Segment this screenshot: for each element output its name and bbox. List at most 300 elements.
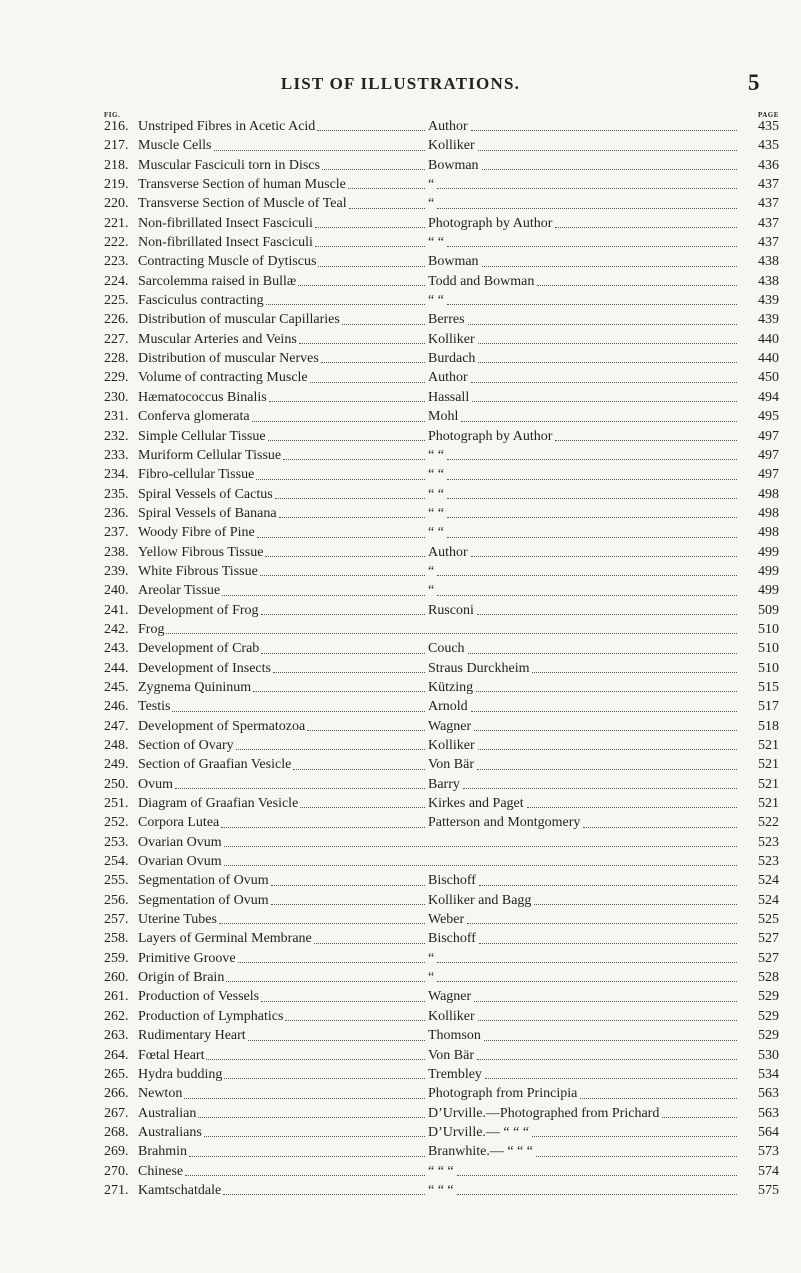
figure-source: Arnold [428, 699, 468, 715]
page-ref: 528 [758, 970, 779, 986]
dot-leader [204, 1136, 425, 1137]
dot-leader [298, 285, 425, 286]
figure-title: Production of Vessels [138, 989, 260, 1005]
list-item [104, 852, 779, 871]
figure-source: Author [428, 544, 468, 560]
figure-source: Todd and Bowman [428, 273, 535, 289]
figure-number: 248. [104, 738, 129, 753]
dot-leader [310, 382, 425, 383]
fig-column-label: FIG. [104, 111, 121, 119]
figure-source: “ “ [428, 505, 444, 521]
figure-title: Muscle Cells [138, 138, 212, 154]
dot-leader [221, 827, 425, 828]
list-item [104, 485, 779, 504]
dot-leader [268, 440, 425, 441]
list-item [104, 388, 779, 407]
figure-title: Layers of Germinal Membrane [138, 931, 312, 947]
dot-leader [474, 1001, 737, 1002]
figure-title: Section of Graafian Vesicle [138, 757, 292, 773]
dot-leader [662, 1117, 737, 1118]
dot-leader [555, 227, 737, 228]
figure-source: “ [428, 196, 435, 212]
figure-source: Photograph by Author [428, 428, 553, 444]
dot-leader [248, 1040, 425, 1041]
dot-leader [269, 401, 425, 402]
figure-title: Simple Cellular Tissue [138, 428, 266, 444]
dot-leader [457, 1175, 737, 1176]
dot-leader [461, 421, 737, 422]
figure-title: Volume of contracting Muscle [138, 370, 308, 386]
list-item [104, 659, 779, 678]
dot-leader [275, 498, 425, 499]
list-item [104, 697, 779, 716]
dot-leader [273, 672, 425, 673]
dot-leader [437, 188, 737, 189]
list-item [104, 562, 779, 581]
figure-title: Frog [138, 621, 165, 637]
dot-leader [477, 1059, 737, 1060]
list-item [104, 639, 779, 658]
list-item [104, 368, 779, 387]
list-item [104, 543, 779, 562]
page-ref: 524 [758, 873, 779, 889]
dot-leader [437, 208, 737, 209]
figure-title: Fibro-cellular Tissue [138, 467, 255, 483]
figure-source: Berres [428, 312, 465, 328]
list-item [104, 272, 779, 291]
dot-leader [532, 1136, 737, 1137]
dot-leader [300, 807, 425, 808]
figure-title: Newton [138, 1086, 183, 1102]
figure-title: Conferva glomerata [138, 409, 250, 425]
list-item [104, 794, 779, 813]
dot-leader [189, 1156, 425, 1157]
figure-source: Kirkes and Paget [428, 796, 524, 812]
dot-leader [468, 324, 737, 325]
page-ref: 510 [758, 621, 779, 637]
figure-title: Section of Ovary [138, 738, 234, 753]
figure-number: 262. [104, 1008, 129, 1024]
dot-leader [184, 1098, 425, 1099]
dot-leader [583, 827, 737, 828]
page-ref: 497 [758, 447, 779, 463]
dot-leader [457, 1194, 737, 1195]
dot-leader [172, 711, 425, 712]
dot-leader [484, 1040, 737, 1041]
figure-number: 218. [104, 157, 129, 173]
dot-leader [527, 807, 737, 808]
figure-source: Bischoff [428, 873, 476, 889]
list-item [104, 523, 779, 542]
dot-leader [285, 1020, 425, 1021]
page-ref: 518 [758, 718, 779, 734]
page-ref: 521 [758, 776, 779, 792]
figure-number: 251. [104, 796, 129, 812]
dot-leader [532, 672, 737, 673]
list-item [104, 601, 779, 620]
figure-title: Yellow Fibrous Tissue [138, 544, 264, 560]
figure-number: 254. [104, 854, 129, 870]
dot-leader [478, 362, 737, 363]
dot-leader [471, 556, 737, 557]
list-item [104, 233, 779, 252]
page-ref: 495 [758, 409, 779, 425]
page-ref: 517 [758, 699, 779, 715]
page-ref: 529 [758, 989, 779, 1005]
dot-leader [447, 246, 737, 247]
figure-source: Kolliker [428, 738, 475, 753]
figure-number: 264. [104, 1047, 129, 1063]
illustration-list [104, 117, 779, 1200]
figure-title: Diagram of Graafian Vesicle [138, 796, 299, 812]
list-item [104, 446, 779, 465]
dot-leader [447, 498, 737, 499]
figure-source: Weber [428, 912, 465, 928]
list-item [104, 1123, 779, 1142]
list-item [104, 310, 779, 329]
figure-title: Segmentation of Ovum [138, 892, 269, 908]
figure-number: 258. [104, 931, 129, 947]
list-item [104, 1162, 779, 1181]
dot-leader [482, 169, 737, 170]
dot-leader [478, 1020, 737, 1021]
figure-title: Chinese [138, 1163, 184, 1179]
list-item [104, 581, 779, 600]
figure-title: Muriform Cellular Tissue [138, 447, 282, 463]
figure-number: 270. [104, 1163, 129, 1179]
figure-number: 268. [104, 1124, 129, 1140]
figure-title: Distribution of muscular Capillaries [138, 312, 340, 328]
list-item [104, 214, 779, 233]
figure-source: Photograph from Principia [428, 1086, 578, 1102]
figure-source: Thomson [428, 1028, 481, 1044]
figure-source: “ “ [428, 467, 444, 483]
page-ref: 498 [758, 525, 779, 541]
page-ref: 563 [758, 1105, 779, 1121]
figure-title: Corpora Lutea [138, 815, 220, 831]
dot-leader [437, 962, 737, 963]
dot-leader [477, 769, 737, 770]
list-item [104, 949, 779, 968]
dot-leader [299, 343, 425, 344]
dot-leader [198, 1117, 425, 1118]
figure-source: Author [428, 119, 468, 134]
figure-number: 234. [104, 467, 129, 483]
dot-leader [471, 711, 737, 712]
figure-title: Kamtschatdale [138, 1182, 222, 1198]
figure-title: Sarcolemma raised in Bullæ [138, 273, 297, 289]
list-item [104, 504, 779, 523]
dot-leader [261, 653, 425, 654]
figure-number: 226. [104, 312, 129, 328]
dot-leader [482, 266, 737, 267]
figure-number: 229. [104, 370, 129, 386]
figure-title: Woody Fibre of Pine [138, 525, 255, 541]
figure-source: Straus Durckheim [428, 660, 530, 676]
dot-leader [478, 343, 737, 344]
figure-title: White Fibrous Tissue [138, 563, 258, 579]
list-item [104, 1065, 779, 1084]
page-ref: 529 [758, 1008, 779, 1024]
list-item [104, 1142, 779, 1161]
dot-leader [185, 1175, 425, 1176]
figure-number: 217. [104, 138, 129, 154]
figure-title: Production of Lymphatics [138, 1008, 284, 1024]
figure-title: Hydra budding [138, 1066, 223, 1082]
figure-number: 252. [104, 815, 129, 831]
figure-number: 219. [104, 177, 129, 193]
dot-leader [279, 517, 425, 518]
page-ref: 524 [758, 892, 779, 908]
figure-number: 238. [104, 544, 129, 560]
page-header [0, 70, 801, 98]
figure-source: Couch [428, 641, 465, 657]
figure-number: 243. [104, 641, 129, 657]
figure-source: Kolliker [428, 1008, 475, 1024]
dot-leader [580, 1098, 737, 1099]
figure-source: “ “ “ [428, 1163, 454, 1179]
dot-leader [349, 208, 425, 209]
list-item [104, 407, 779, 426]
page-number: 5 [748, 70, 760, 95]
figure-number: 261. [104, 989, 129, 1005]
figure-title: Rudimentary Heart [138, 1028, 246, 1044]
page-ref: 563 [758, 1086, 779, 1102]
figure-number: 269. [104, 1144, 129, 1160]
figure-number: 239. [104, 563, 129, 579]
figure-number: 255. [104, 873, 129, 889]
dot-leader [468, 653, 737, 654]
page-ref: 515 [758, 679, 779, 695]
dot-leader [261, 1001, 425, 1002]
dot-leader [478, 150, 737, 151]
figure-number: 228. [104, 351, 129, 367]
figure-number: 235. [104, 486, 129, 502]
dot-leader [471, 382, 737, 383]
dot-leader [437, 595, 737, 596]
list-item [104, 175, 779, 194]
dot-leader [555, 440, 737, 441]
page-ref: 574 [758, 1163, 779, 1179]
figure-number: 267. [104, 1105, 129, 1121]
figure-number: 242. [104, 621, 129, 637]
figure-title: Development of Frog [138, 602, 259, 618]
figure-number: 271. [104, 1182, 129, 1198]
page-ref: 438 [758, 254, 779, 270]
figure-source: Author [428, 370, 468, 386]
dot-leader [219, 923, 425, 924]
figure-number: 244. [104, 660, 129, 676]
list-item [104, 755, 779, 774]
page-ref: 510 [758, 641, 779, 657]
figure-title: Unstriped Fibres in Acetic Acid [138, 119, 316, 134]
list-item [104, 117, 779, 136]
figure-number: 260. [104, 970, 129, 986]
figure-title: Distribution of muscular Nerves [138, 351, 319, 367]
figure-number: 216. [104, 119, 129, 134]
figure-number: 224. [104, 273, 129, 289]
figure-number: 221. [104, 215, 129, 231]
dot-leader [536, 1156, 737, 1157]
figure-title: Fasciculus contracting [138, 293, 264, 309]
figure-number: 233. [104, 447, 129, 463]
list-item [104, 736, 779, 755]
dot-leader [348, 188, 425, 189]
page-ref: 521 [758, 796, 779, 812]
page-ref: 564 [758, 1124, 779, 1140]
page-ref: 437 [758, 196, 779, 212]
figure-source: Von Bär [428, 1047, 475, 1063]
list-item [104, 910, 779, 929]
list-item [104, 349, 779, 368]
figure-source: Kolliker and Bagg [428, 892, 532, 908]
figure-source: Photograph by Author [428, 215, 553, 231]
page-ref: 435 [758, 138, 779, 154]
list-item [104, 1181, 779, 1200]
list-item [104, 330, 779, 349]
figure-source: Burdach [428, 351, 476, 367]
page-ref: 529 [758, 1028, 779, 1044]
list-item [104, 156, 779, 175]
figure-number: 257. [104, 912, 129, 928]
page-title: LIST OF ILLUSTRATIONS. [280, 74, 521, 93]
dot-leader [447, 479, 737, 480]
page-ref: 523 [758, 834, 779, 850]
page-ref: 521 [758, 757, 779, 773]
figure-title: Fœtal Heart [138, 1047, 205, 1063]
page-ref: 534 [758, 1066, 779, 1082]
figure-number: 266. [104, 1086, 129, 1102]
dot-leader [437, 575, 737, 576]
page-ref: 527 [758, 931, 779, 947]
figure-title: Non-fibrillated Insect Fasciculi [138, 235, 313, 251]
page-ref: 575 [758, 1182, 779, 1198]
list-item [104, 427, 779, 446]
figure-title: Transverse Section of human Muscle [138, 177, 346, 193]
page-ref: 494 [758, 389, 779, 405]
figure-source: “ “ [428, 525, 444, 541]
list-item [104, 1046, 779, 1065]
figure-number: 227. [104, 331, 129, 347]
page-ref: 497 [758, 467, 779, 483]
list-item [104, 465, 779, 484]
figure-source: “ “ “ [428, 1182, 454, 1198]
figure-title: Spiral Vessels of Cactus [138, 486, 273, 502]
figure-source: D’Urville.—Photographed from Prichard [428, 1105, 660, 1121]
figure-number: 250. [104, 776, 129, 792]
figure-source: “ [428, 950, 435, 966]
figure-title: Brahmin [138, 1144, 187, 1160]
dot-leader [261, 614, 425, 615]
page-ref: 522 [758, 815, 779, 831]
figure-source: Wagner [428, 989, 472, 1005]
figure-number: 241. [104, 602, 129, 618]
figure-number: 256. [104, 892, 129, 908]
dot-leader [476, 691, 737, 692]
figure-title: Primitive Groove [138, 950, 236, 966]
page-column-label: PAGE [758, 111, 779, 119]
figure-number: 223. [104, 254, 129, 270]
page-ref: 509 [758, 602, 779, 618]
figure-title: Spiral Vessels of Banana [138, 505, 277, 521]
figure-source: “ [428, 177, 435, 193]
page-ref: 497 [758, 428, 779, 444]
figure-source: Kolliker [428, 331, 475, 347]
dot-leader [223, 1194, 425, 1195]
page-ref: 498 [758, 505, 779, 521]
figure-number: 265. [104, 1066, 129, 1082]
dot-leader [206, 1059, 425, 1060]
figure-source: “ “ [428, 235, 444, 251]
figure-number: 225. [104, 293, 129, 309]
figure-title: Australians [138, 1124, 202, 1140]
dot-leader [474, 730, 737, 731]
dot-leader [479, 943, 737, 944]
dot-leader [266, 304, 425, 305]
figure-source: Wagner [428, 718, 472, 734]
figure-title: Development of Spermatozoa [138, 718, 306, 734]
figure-source: Bischoff [428, 931, 476, 947]
figure-number: 232. [104, 428, 129, 444]
figure-number: 245. [104, 679, 129, 695]
page-ref: 523 [758, 854, 779, 870]
page-ref: 440 [758, 351, 779, 367]
list-item [104, 1104, 779, 1123]
figure-number: 220. [104, 196, 129, 212]
figure-number: 230. [104, 389, 129, 405]
list-item [104, 1084, 779, 1103]
dot-leader [315, 227, 425, 228]
page-ref: 498 [758, 486, 779, 502]
dot-leader [447, 459, 737, 460]
list-item [104, 891, 779, 910]
list-item [104, 252, 779, 271]
page-ref: 437 [758, 215, 779, 231]
figure-source: Von Bär [428, 757, 475, 773]
list-item [104, 987, 779, 1006]
page-ref: 436 [758, 157, 779, 173]
dot-leader [314, 943, 425, 944]
dot-leader [463, 788, 737, 789]
list-item [104, 1026, 779, 1045]
figure-number: 263. [104, 1028, 129, 1044]
figure-source: “ [428, 583, 435, 599]
figure-title: Areolar Tissue [138, 583, 221, 599]
page-ref: 525 [758, 912, 779, 928]
page-ref: 573 [758, 1144, 779, 1160]
dot-leader [252, 421, 425, 422]
figure-source: Barry [428, 776, 460, 792]
page-ref: 499 [758, 544, 779, 560]
figure-title: Non-fibrillated Insect Fasciculi [138, 215, 313, 231]
dot-leader [265, 556, 425, 557]
list-item [104, 678, 779, 697]
dot-leader [485, 1078, 737, 1079]
figure-title: Australian [138, 1105, 197, 1121]
figure-title: Origin of Brain [138, 970, 225, 986]
list-item [104, 871, 779, 890]
figure-source: Patterson and Montgomery [428, 815, 581, 831]
figure-number: 236. [104, 505, 129, 521]
list-item [104, 620, 779, 639]
figure-title: Muscular Fasciculi torn in Discs [138, 157, 320, 173]
dot-leader [479, 885, 737, 886]
figure-source: Kolliker [428, 138, 475, 154]
dot-leader [534, 904, 737, 905]
figure-title: Segmentation of Ovum [138, 873, 269, 889]
list-item [104, 813, 779, 832]
list-item [104, 929, 779, 948]
